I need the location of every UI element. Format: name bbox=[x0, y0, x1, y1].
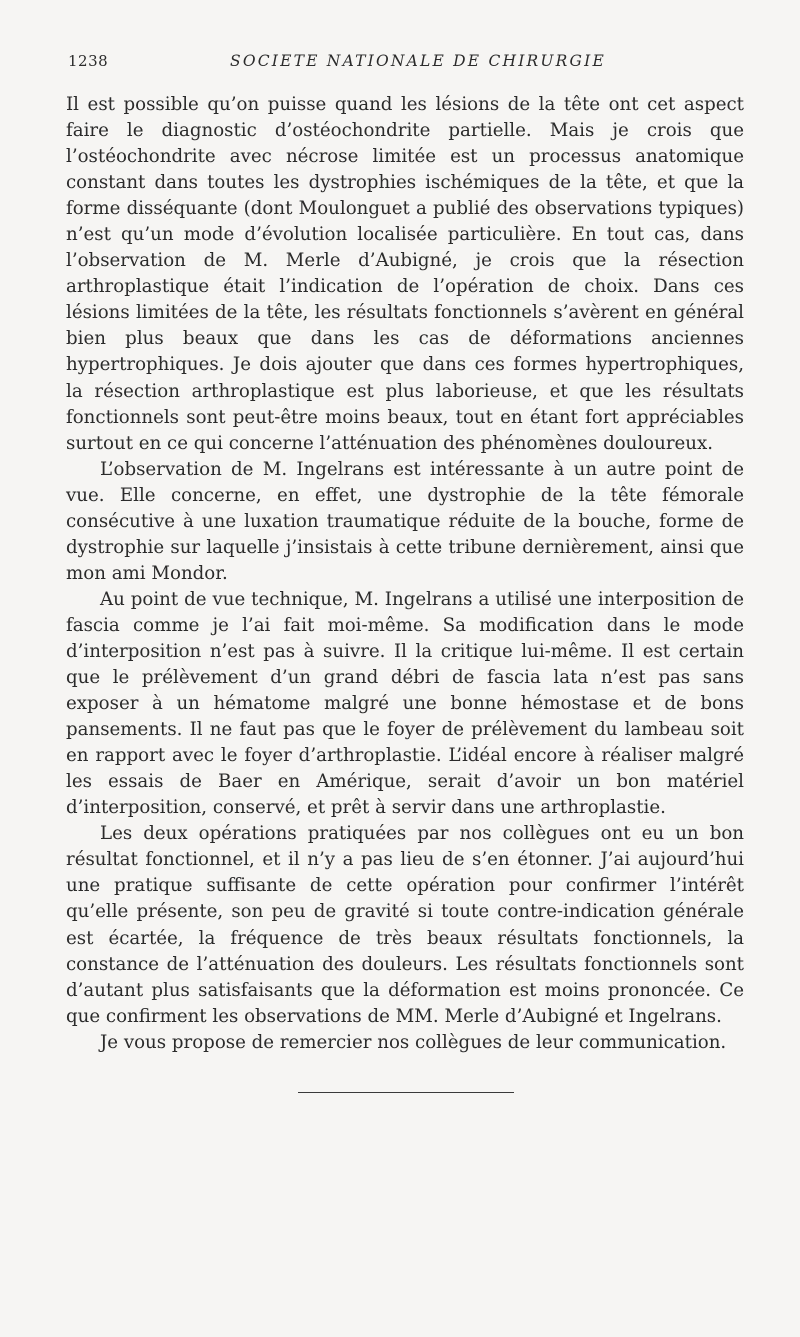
section-separator-rule bbox=[298, 1092, 514, 1093]
paragraph-3: Au point de vue technique, M. Ingelrans a utilisé une interposition de fascia comme je l’ai fait moi-même. Sa modification dans le mode d’interposition n’est pas à suivre. Il la critique lui-même. Il est certain que le prélèvement d’un grand débri de fascia lata n’est pas sans exposer à un hématome malgré une bonne hémostase et de bons pansements. Il ne faut pas que le foyer de prélèvement du lambeau soit en rapport avec le foyer d’arthroplastie. L’idéal encore à réaliser malgré les essais de Baer en Amérique, serait d’avoir un bon matériel d’interposition, conservé, et prêt à servir dans une arthroplastie. bbox=[66, 588, 744, 819]
paragraph-5: Je vous propose de remercier nos collègues de leur communication. bbox=[100, 1031, 727, 1053]
paragraph-2: L’observation de M. Ingelrans est intéressante à un autre point de vue. Elle concerne, en effet, une dystrophie de la tête fémorale consécutive à une luxation traumatique réduite de la bouche, forme de dystrophie sur laquelle j’insistais à cette tribune dernièrement, ainsi que mon ami Mondor. bbox=[66, 458, 744, 584]
body-text bbox=[66, 92, 744, 1056]
journal-title: SOCIETE NATIONALE DE CHIRURGIE bbox=[230, 52, 606, 70]
page-number: 1238 bbox=[68, 52, 109, 70]
paragraph-4: Les deux opérations pratiquées par nos collègues ont eu un bon résultat fonctionnel, et il n’y a pas lieu de s’en étonner. J’ai aujourd’hui une pratique suffisante de cette opération pour confirmer l’intérêt qu’elle présente, son peu de gravité si toute contre-indication générale est écartée, la fréquence de très beaux résultats fonctionnels, la constance de l’atténuation des douleurs. Les résultats fonctionnels sont d’autant plus satisfaisants que la déformation est moins prononcée. Ce que confirment les observations de MM. Merle d’Aubigné et Ingelrans. bbox=[66, 823, 744, 1027]
running-head bbox=[68, 52, 740, 76]
paragraph-1: Il est possible qu’on puisse quand les lésions de la tête ont cet aspect faire le diagnostic d’ostéochondrite partielle. Mais je crois que l’ostéochondrite avec nécrose limitée est un processus anatomique constant dans toutes les dystrophies ischémiques de la tête, et que la forme disséquante (dont Moulonguet a publié des observations typiques) n’est qu’un mode d’évolution localisée particulière. En tout cas, dans l’observation de M. Merle d’Aubigné, je crois que la résection arthroplastique était l’indication de l’opération de choix. Dans ces lésions limitées de la tête, les résultats fonctionnels s’avèrent en général bien plus beaux que dans les cas de déformations anciennes hypertrophiques. Je dois ajouter que dans ces formes hypertrophiques, la résection arthroplastique est plus laborieuse, et que les résultats fonctionnels sont peut-être moins beaux, tout en étant fort appréciables surtout en ce qui concerne l’atténuation des phénomènes douloureux. bbox=[66, 94, 744, 454]
